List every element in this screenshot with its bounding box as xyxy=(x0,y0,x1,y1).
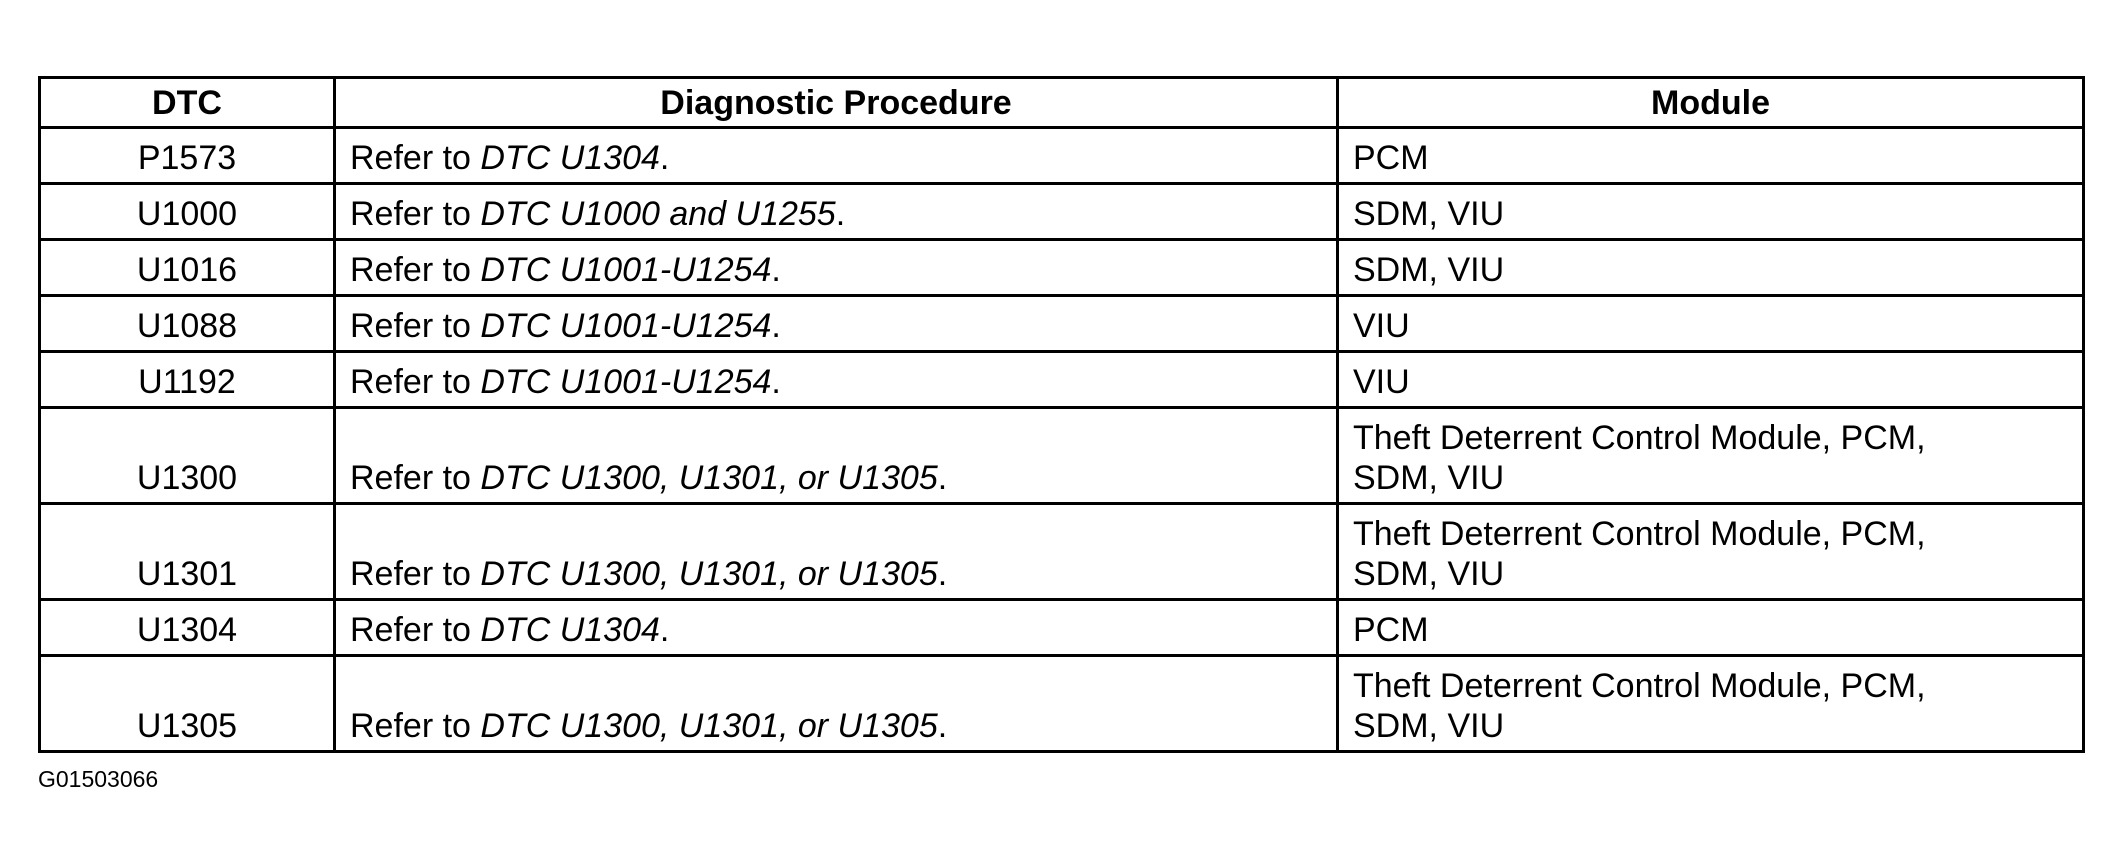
refer-prefix: Refer to xyxy=(350,363,481,401)
dtc-code: U1000 xyxy=(40,184,335,240)
refer-suffix: . xyxy=(659,611,670,649)
refer-target: DTC U1000 and U1255 xyxy=(480,195,836,233)
table-row xyxy=(40,656,2084,752)
dtc-code: U1300 xyxy=(40,408,335,504)
table-row xyxy=(40,296,2084,352)
refer-suffix: . xyxy=(771,251,781,289)
module: Theft Deterrent Control Module, PCM, SDM, VIU xyxy=(1338,656,2084,752)
refer-suffix: . xyxy=(771,307,781,345)
module: VIU xyxy=(1338,352,2084,408)
refer-prefix: Refer to xyxy=(350,707,481,745)
module: PCM xyxy=(1338,600,2084,656)
module: SDM, VIU xyxy=(1338,240,2084,296)
dtc-code: U1301 xyxy=(40,504,335,600)
dtc-code: U1305 xyxy=(40,656,335,752)
table-row xyxy=(40,240,2084,296)
refer-target: DTC U1304 xyxy=(480,611,660,649)
dtc-table xyxy=(38,76,2085,753)
refer-suffix: . xyxy=(937,459,948,497)
refer-suffix: . xyxy=(835,195,846,233)
module: PCM xyxy=(1338,128,2084,184)
diagnostic-procedure xyxy=(335,184,1338,240)
diagnostic-procedure xyxy=(335,408,1338,504)
table-row xyxy=(40,408,2084,504)
dtc-code: P1573 xyxy=(40,128,335,184)
refer-prefix: Refer to xyxy=(350,139,481,177)
diagnostic-procedure xyxy=(335,352,1338,408)
refer-suffix: . xyxy=(937,555,948,593)
diagnostic-procedure xyxy=(335,296,1338,352)
table-header-row xyxy=(40,78,2084,128)
refer-prefix: Refer to xyxy=(350,611,481,649)
refer-suffix: . xyxy=(937,707,948,745)
refer-suffix: . xyxy=(659,139,670,177)
refer-prefix: Refer to xyxy=(350,251,481,289)
refer-prefix: Refer to xyxy=(350,555,481,593)
dtc-code: U1304 xyxy=(40,600,335,656)
header-module: Module xyxy=(1338,78,2084,128)
diagnostic-procedure xyxy=(335,504,1338,600)
refer-target: DTC U1304 xyxy=(480,139,660,177)
table-row xyxy=(40,504,2084,600)
refer-prefix: Refer to xyxy=(350,459,481,497)
module: Theft Deterrent Control Module, PCM, SDM, VIU xyxy=(1338,408,2084,504)
diagnostic-procedure xyxy=(335,240,1338,296)
diagnostic-procedure xyxy=(335,128,1338,184)
refer-target: DTC U1001-U1254 xyxy=(480,251,772,289)
module: SDM, VIU xyxy=(1338,184,2084,240)
diagnostic-procedure xyxy=(335,600,1338,656)
module: Theft Deterrent Control Module, PCM, SDM, VIU xyxy=(1338,504,2084,600)
refer-target: DTC U1300, U1301, or U1305 xyxy=(480,707,938,745)
dtc-code: U1016 xyxy=(40,240,335,296)
table-row xyxy=(40,184,2084,240)
refer-prefix: Refer to xyxy=(350,307,481,345)
refer-target: DTC U1300, U1301, or U1305 xyxy=(480,459,938,497)
dtc-code: U1192 xyxy=(40,352,335,408)
diagnostic-procedure xyxy=(335,656,1338,752)
refer-prefix: Refer to xyxy=(350,195,481,233)
header-dtc: DTC xyxy=(40,78,335,128)
table-row xyxy=(40,352,2084,408)
refer-suffix: . xyxy=(771,363,781,401)
refer-target: DTC U1300, U1301, or U1305 xyxy=(480,555,938,593)
table-row xyxy=(40,600,2084,656)
refer-target: DTC U1001-U1254 xyxy=(480,363,772,401)
refer-target: DTC U1001-U1254 xyxy=(480,307,772,345)
module: VIU xyxy=(1338,296,2084,352)
header-diagnostic-procedure: Diagnostic Procedure xyxy=(335,78,1338,128)
dtc-code: U1088 xyxy=(40,296,335,352)
table-row xyxy=(40,128,2084,184)
figure-id: G01503066 xyxy=(38,766,159,792)
